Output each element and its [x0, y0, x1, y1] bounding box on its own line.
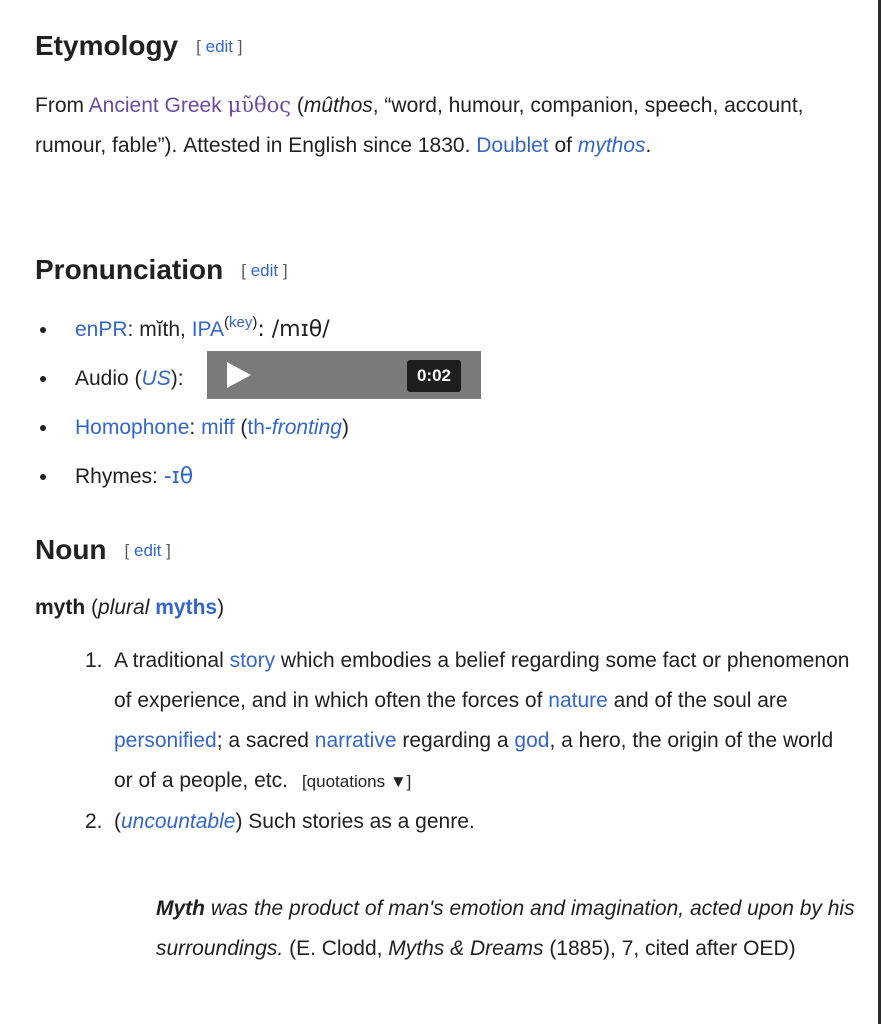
sense-1: 1. A traditional story which embodies a belief regarding some fact or phenomenon of experience, and in which often the forces of nature and of the soul are personified; a sacred narrative regarding a god, a hero, the origin of the world or of a people, etc. [quotations ▼]	[35, 641, 850, 802]
citation-title: Myths & Dreams	[388, 937, 544, 960]
nature-link[interactable]: nature	[548, 689, 608, 712]
th-link[interactable]: th-	[247, 416, 272, 439]
example-bold: Myth	[156, 897, 205, 920]
pronunciation-list	[35, 305, 850, 501]
etymology-edit: [ edit ]	[196, 37, 243, 56]
ipa-key-link[interactable]: key	[229, 314, 253, 331]
pronunciation-edit-link[interactable]: edit	[250, 261, 279, 280]
pronunciation-edit: [ edit ]	[241, 261, 288, 280]
story-link[interactable]: story	[229, 649, 276, 672]
etymology-edit-link[interactable]: edit	[205, 37, 234, 56]
headword-line: myth (plural myths)	[35, 596, 225, 619]
sense-number: 1.	[85, 649, 103, 672]
quotations-toggle[interactable]: [quotations ▼]	[301, 772, 412, 791]
personified-link[interactable]: personified	[114, 729, 217, 752]
god-link[interactable]: god	[514, 729, 550, 752]
audio-region-link[interactable]: US	[141, 367, 171, 390]
noun-edit-link[interactable]: edit	[134, 541, 162, 560]
doublet-link[interactable]: Doublet	[476, 134, 549, 157]
sense-2: 2. (uncountable) Such stories as a genre.	[35, 802, 850, 842]
ipa-link[interactable]: IPA	[191, 318, 225, 341]
headword: myth	[35, 596, 86, 619]
sense-list	[35, 641, 850, 842]
fronting-link[interactable]: fronting	[271, 416, 342, 439]
enpr-link[interactable]: enPR	[75, 318, 128, 341]
audio-duration: 0:02	[407, 360, 461, 392]
ancient-greek-link[interactable]: Ancient Greek	[88, 94, 222, 117]
greek-word-link[interactable]: μῦθος	[227, 93, 292, 117]
plural-form-link[interactable]: myths	[155, 596, 218, 619]
mythos-link[interactable]: mythos	[577, 134, 646, 157]
usage-example: Myth was the product of man's emotion and imagination, acted upon by his surroundings. (E. Clodd, Myths & Dreams (1885), 7, cited after OED)	[156, 897, 855, 960]
etymology-text: From Ancient Greek μῦθος (mûthos, “word, humour, companion, speech, account, rumour, fable”). Attested in English since 1830. Doublet of mythos.	[35, 93, 804, 157]
pronunciation-rhymes-item: Rhymes: -ɪθ	[35, 452, 850, 501]
noun-heading-row	[35, 536, 171, 564]
miff-link[interactable]: miff	[201, 416, 235, 439]
sense-number: 2.	[85, 810, 103, 833]
homophone-link[interactable]: Homophone	[75, 416, 190, 439]
pronunciation-enpr-item: enPR: mĭth, $IPA^{(key)}$: /mɪθ/	[35, 305, 850, 354]
rhymes-link[interactable]: -ɪθ	[163, 464, 194, 489]
pronunciation-audio-item: Audio (US): 0:02	[35, 354, 850, 403]
play-icon[interactable]	[227, 362, 251, 388]
narrative-link[interactable]: narrative	[314, 729, 397, 752]
transliteration: mûthos	[303, 94, 373, 117]
audio-player[interactable]	[207, 351, 481, 399]
noun-edit: [ edit ]	[124, 541, 171, 560]
pronunciation-heading: Pronunciation [ edit ]	[35, 254, 288, 285]
uncountable-link[interactable]: uncountable	[121, 810, 236, 833]
pronunciation-homophone-item: Homophone: miff (th-fronting)	[35, 403, 850, 452]
etymology-heading-row	[35, 32, 243, 60]
ipa-transcription: : /mɪθ/	[257, 317, 330, 342]
plural-label: plural	[98, 596, 150, 619]
noun-heading: Noun [ edit ]	[35, 534, 171, 565]
etymology-heading: Etymology [ edit ]	[35, 30, 243, 61]
pronunciation-heading-row	[35, 256, 288, 284]
